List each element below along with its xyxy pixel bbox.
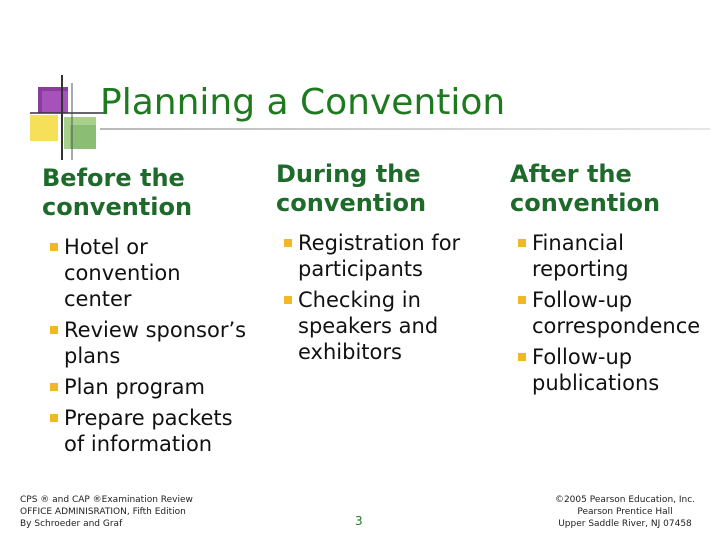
column-heading-before-line1: Before the — [42, 164, 185, 192]
list-item-text: Follow-up publications — [532, 345, 660, 395]
list-item — [64, 374, 252, 400]
column-heading-after-line1: After the — [510, 160, 632, 188]
list-item — [64, 234, 252, 312]
list-item-text: Review sponsor’s plans — [64, 318, 247, 368]
list-item-text: Plan program — [64, 375, 205, 399]
list-item-text: Registration for participants — [298, 231, 461, 281]
footer-line: ©2005 Pearson Education, Inc. — [554, 495, 696, 505]
list-item — [298, 230, 486, 282]
bullet-icon — [518, 239, 526, 247]
footer-line: OFFICE ADMINISRATION, Fifth Edition — [20, 507, 186, 517]
column-heading-after-line2: convention — [510, 189, 661, 217]
list-after — [510, 230, 715, 396]
footer-line: By Schroeder and Graf — [20, 519, 123, 529]
column-heading-during-line1: During the — [276, 160, 421, 188]
column-heading-after — [510, 160, 715, 218]
list-item — [532, 230, 715, 282]
list-item-text: Hotel or convention center — [64, 235, 181, 311]
column-heading-during-line2: convention — [276, 189, 427, 217]
column-before — [42, 164, 252, 462]
list-item — [64, 405, 252, 457]
slide-title: Planning a Convention — [100, 82, 506, 123]
bullet-icon — [50, 243, 58, 251]
bullet-icon — [518, 296, 526, 304]
column-after — [510, 160, 715, 401]
list-during — [276, 230, 486, 365]
list-item — [532, 344, 715, 396]
footer-line: Upper Saddle River, NJ 07458 — [558, 519, 692, 529]
column-heading-before — [42, 164, 252, 222]
list-item-text: Follow-up correspondence — [532, 288, 701, 338]
list-item-text: Prepare packets of information — [64, 406, 233, 456]
footer-line: Pearson Prentice Hall — [577, 507, 673, 517]
list-item — [64, 317, 252, 369]
decorative-logo-icon — [30, 75, 105, 160]
page-number: 3 — [355, 514, 363, 528]
column-heading-before-line2: convention — [42, 193, 193, 221]
list-item-text: Checking in speakers and exhibitors — [298, 288, 439, 364]
bullet-icon — [284, 239, 292, 247]
list-item-text: Financial reporting — [532, 231, 629, 281]
column-during — [276, 160, 486, 370]
bullet-icon — [50, 326, 58, 334]
footer-line: CPS ® and CAP ®Examination Review — [20, 495, 193, 505]
list-item — [298, 287, 486, 365]
bullet-icon — [50, 383, 58, 391]
list-item — [532, 287, 715, 339]
footer-copyright — [540, 494, 710, 530]
column-heading-during — [276, 160, 486, 218]
footer-credits — [20, 494, 193, 530]
bullet-icon — [518, 353, 526, 361]
title-divider — [100, 128, 710, 130]
bullet-icon — [50, 414, 58, 422]
bullet-icon — [284, 296, 292, 304]
list-before — [42, 234, 252, 457]
